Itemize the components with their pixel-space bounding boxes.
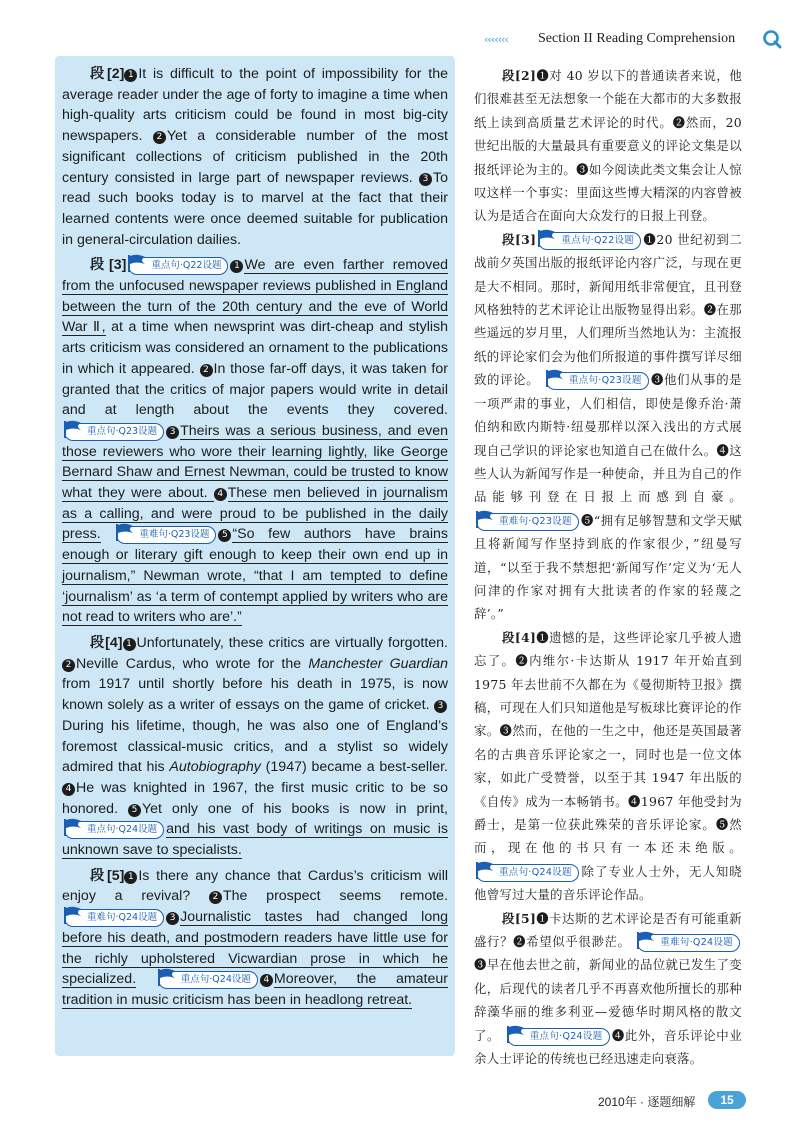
underlined-sentence: Theirs was a serious business, and even those reviewers who wore their learning lightly, like George Bernard Shaw and Ernest Newman, could be trusted to know what they were about. xyxy=(62,422,448,502)
tag-label: 重点句·Q24设题 xyxy=(529,1030,603,1042)
tag-label: 重点句·Q22设题 xyxy=(151,260,222,272)
newspaper-title: Manchester Guardian xyxy=(308,655,448,672)
tag-label: 重难句·Q23设题 xyxy=(139,529,210,541)
sentence: The prospect seems remote. xyxy=(222,888,448,905)
sentence-number: 2 xyxy=(62,659,75,672)
zh-paragraph-3 xyxy=(474,228,742,626)
key-sentence-tag xyxy=(64,821,164,839)
translation-text: ❸早在他去世之前，新闻业的品位就已发生了变化，后现代的读者几乎不再喜欢他所擅长的那种辞藻华丽的维多利亚—爱德华时期风格的散文了。 xyxy=(474,957,742,1043)
sentence: He was knighted in 1967, the first music critic to be so honored. xyxy=(62,779,448,817)
english-passage-panel xyxy=(55,56,455,1056)
translation-text: ❹此外，音乐评论中业余人士评论的传统也已经迅速走向衰落。 xyxy=(474,1027,743,1067)
key-sentence-tag xyxy=(538,232,641,250)
sentence: It is difficult to the point of impossibility for the average reader under the age of forty to imagine a time when high-quality arts criticism could be found in most big-city newspapers. xyxy=(62,66,448,145)
difficult-sentence-tag xyxy=(637,934,740,952)
tag-label: 重难句·Q24设题 xyxy=(660,937,733,949)
flag-icon xyxy=(504,1024,528,1044)
tag-label: 重点句·Q22设题 xyxy=(561,234,635,246)
sentence: Neville Cardus, who wrote for the xyxy=(76,655,309,672)
tag-label: 重点句·Q23设题 xyxy=(87,425,158,437)
tag-label: 重点句·Q24设题 xyxy=(180,974,251,986)
paragraph-label: 段[2] xyxy=(90,66,125,82)
sentence-number: 1 xyxy=(124,69,137,82)
flag-icon xyxy=(473,509,497,529)
translation-text: ❶卡达斯的艺术评论是否有可能重新盛行？❷希望似乎很渺茫。 xyxy=(474,910,742,950)
key-sentence-tag xyxy=(546,372,649,390)
sentence: (1947) became a best-seller. xyxy=(260,759,448,776)
translation-text: ❶对 40 岁以下的普通读者来说，他们很难甚至无法想象一个能在大都市的大多数报纸上读到高质量艺术评论的时代。❷然而，20 世纪出版的大量最具有重要意义的评论文集是以报纸评论为主的。❸如今阅读此类文集会让人惊叹这样一个事实：里面这些博大精深的内容曾被认为是适合在面向大众发行的日报上刊登。 xyxy=(474,68,743,224)
sentence-number: 2 xyxy=(200,364,213,377)
tag-label: 重难句·Q24设题 xyxy=(87,912,158,924)
translation-text: ❸他们从事的是一项严肃的事业，人们相信，即使是像乔治·萧伯纳和欧内斯特·纽曼那样以深入浅出的方式展现自己学识的评论家也知道自己在做什么。❹这些人认为新闻写作是一种使命，并且为自己的作品能够刊登在日报上而感到自豪。 xyxy=(474,372,742,505)
sentence-number: 5 xyxy=(128,804,141,817)
sentence: Yet a considerable number of the most significant collections of criticism published in the 20th century consisted in large part of newspaper reviews. xyxy=(62,128,448,186)
key-sentence-tag xyxy=(64,423,164,441)
difficult-sentence-tag xyxy=(476,513,579,531)
flag-icon xyxy=(125,253,149,273)
flag-icon xyxy=(113,522,137,542)
sentence: Unfortunately, these critics are virtually forgotten. xyxy=(136,634,448,651)
footer-label: 2010年 · 逐题细解 xyxy=(598,1095,696,1109)
page-number: 15 xyxy=(708,1091,746,1109)
translation-text: ❶遗憾的是，这些评论家几乎被人遗忘了。❷内维尔·卡达斯从 1917 年开始直到 1975 年去世前不久都在为《曼彻斯特卫报》撰稿，可现在人们只知道他是写板球比赛评论的作家。❸然而，在他的一生之中，他还是英国最著名的古典音乐评论家之一，同时也是一位文体家，如此广受赞誉，以至于其 1947 年出版的《自传》成为一本畅销书。❹1967 年他受封为爵士，是第一位获此殊荣的音乐评论家。❺然而，现在他的书只有一本还未绝版。 xyxy=(474,629,742,856)
section-title: Section II Reading Comprehension xyxy=(538,31,736,46)
tag-label: 重点句·Q23设题 xyxy=(568,375,642,387)
sentence: To read such books today is to marvel at the fact that their learned contents were once deemed suitable for publication in general-circulation dailies. xyxy=(62,169,448,248)
underlined-sentence: Moreover, the amateur tradition in music criticism has been in headlong retreat. xyxy=(62,971,448,1008)
sentence-number: 3 xyxy=(434,700,447,713)
key-sentence-tag xyxy=(158,971,258,989)
sentence-number: 2 xyxy=(209,891,222,904)
tag-label: 重点句·Q24设题 xyxy=(499,866,572,878)
en-paragraph-5 xyxy=(62,866,448,1011)
flag-icon xyxy=(543,368,567,388)
sentence: from 1917 until shortly before his death in 1975, is now known solely as a writer of essays on the game of cricket. xyxy=(62,676,448,714)
sentence-number: 5 xyxy=(218,529,231,542)
underlined-sentence: “So few authors have brains enough or literary gift enough to keep their own end up in journalism,” Newman wrote, “that I am tempted to define ‘journalism’ as ‘a term of contempt applied by writers who are not read to writers who are’.” xyxy=(62,526,448,626)
paragraph-label: 段[3] xyxy=(502,231,537,247)
chinese-translation-column xyxy=(474,64,742,1070)
tag-label: 重点句·Q24设题 xyxy=(87,824,158,836)
en-paragraph-2 xyxy=(62,64,448,250)
zh-paragraph-5 xyxy=(474,907,742,1071)
sentence: Is there any chance that Cardus’s criticism will enjoy a revival? xyxy=(62,867,449,905)
flag-icon xyxy=(535,228,559,248)
key-sentence-tag xyxy=(128,257,228,275)
zh-paragraph-4 xyxy=(474,626,742,907)
sentence: During his lifetime, though, he was also one of England’s foremost classical-music critics, and a stylist so widely admired that his xyxy=(62,717,448,776)
underlined-sentence: We are even farther removed from the unfocused newspaper reviews published in England between the turn of the 20th century and the eve of World War Ⅱ, xyxy=(62,257,449,336)
paragraph-label: 段[3] xyxy=(90,257,127,274)
tag-label: 重难句·Q23设题 xyxy=(499,515,572,527)
sentence-number: 3 xyxy=(166,426,179,439)
search-q-icon xyxy=(762,29,782,49)
zh-paragraph-2 xyxy=(474,64,742,228)
page-header xyxy=(484,30,784,52)
sentence-number: 1 xyxy=(123,638,136,651)
sentence-number: 3 xyxy=(419,173,432,186)
chevron-arrows-icon: ‹‹‹‹‹‹‹ xyxy=(484,33,508,46)
key-sentence-tag xyxy=(476,864,579,882)
sentence-number: 4 xyxy=(214,488,227,501)
sentence-number: 1 xyxy=(124,871,137,884)
flag-icon xyxy=(473,860,497,880)
sentence-number: 2 xyxy=(153,131,166,144)
underlined-sentence: Journalistic tastes had changed long before his death, and postmodern readers have little use for the richly upholstered Vicwardian prose in which he specialized. xyxy=(62,909,448,988)
difficult-sentence-tag xyxy=(64,909,164,927)
flag-icon xyxy=(61,419,85,439)
book-title: Autobiography xyxy=(169,759,261,776)
paragraph-label: 段[4] xyxy=(502,629,537,645)
sentence: Yet only one of his books is now in print, xyxy=(141,800,449,817)
sentence-number: 3 xyxy=(166,912,179,925)
underlined-sentence: and his vast body of writings on music is unknown save to specialists. xyxy=(62,821,448,859)
translation-text: ❶20 世纪初到二战前夕英国出版的报纸评论内容广泛，与现在更是大不相同。那时，新闻用纸非常便宜，且刊登风格独特的艺术评论让出版物显得出彩。❷在那些遥远的岁月里，人们理所当然地认为：主流报纸的评论家们会为他们所报道的事件撰写详尽细致的评论。 xyxy=(474,231,743,388)
key-sentence-tag xyxy=(507,1028,610,1046)
en-paragraph-3 xyxy=(62,255,448,628)
sentence-number: 1 xyxy=(230,260,243,273)
paragraph-label: 段[5] xyxy=(90,867,125,884)
en-paragraph-4 xyxy=(62,633,448,861)
difficult-sentence-tag xyxy=(116,526,216,544)
translation-text: ❺“拥有足够智慧和文学天赋且将新闻写作坚持到底的作家很少，”纽曼写道，“以至于我不禁想把‘新闻写作’定义为‘无人问津的作家对拥有大批读者的作家的轻蔑之辞’。” xyxy=(474,512,742,622)
flag-icon xyxy=(155,967,179,987)
underlined-sentence: These men believed in journalism as a calling, and were proud to be published in the daily press. xyxy=(62,485,448,543)
translation-text: 除了专业人士外，无人知晓他曾写过大量的音乐评论作品。 xyxy=(474,863,742,903)
sentence: at a time when newsprint was dirt-cheap and stylish arts criticism was considered an ornament to the publications in which it appeared. xyxy=(62,319,448,377)
paragraph-label: 段[4] xyxy=(90,634,123,651)
sentence: In those far-off days, it was taken for granted that the critics of major papers would write in detail and at length about the events they covered. xyxy=(62,360,448,419)
sentence-number: 4 xyxy=(62,783,75,796)
flag-icon xyxy=(61,905,85,925)
paragraph-label: 段[2] xyxy=(502,68,537,83)
flag-icon xyxy=(61,817,85,837)
sentence-number: 4 xyxy=(260,974,273,987)
paragraph-label: 段[5] xyxy=(502,910,537,926)
flag-icon xyxy=(634,930,658,950)
